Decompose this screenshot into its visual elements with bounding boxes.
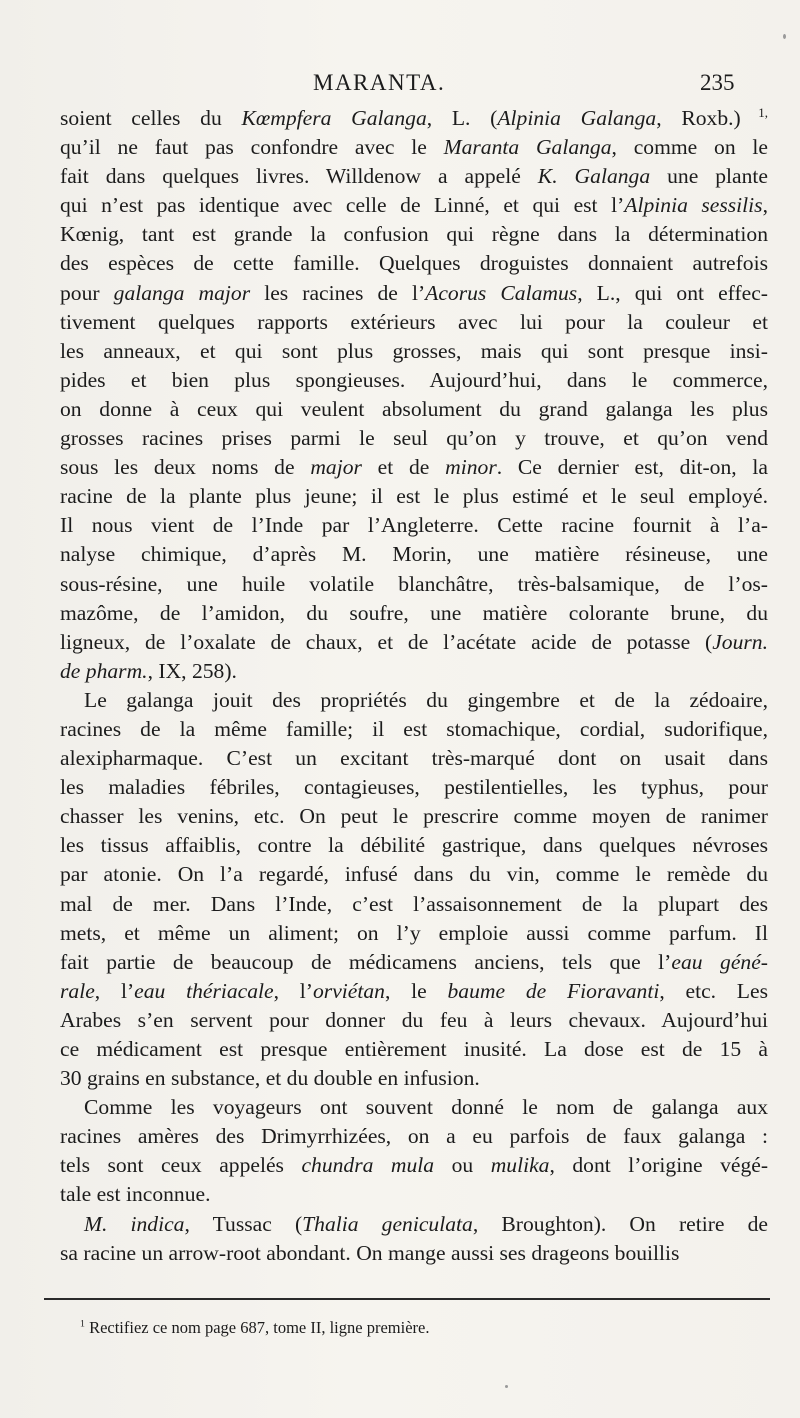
text-line: par atonie. On l’a regardé, infusé dans du vin, comme le remède du [60, 862, 768, 887]
text-line: grosses racines prises parmi le seul qu’on y trouve, et qu’on vend [60, 426, 768, 451]
footnote-text: Rectifiez ce nom page 687, tome II, ligne première. [89, 1318, 430, 1337]
body-text [60, 104, 768, 1268]
text-line: racines de la même famille; il est stomachique, cordial, sudorifique, [60, 716, 768, 741]
text-line: Arabes s’en servent pour donner du feu à leurs chevaux. Aujourd’hui [60, 1007, 768, 1032]
footnote-reference: 1, [740, 104, 768, 120]
text-line: mal de mer. Dans l’Inde, c’est l’assaisonnement de la plupart des [60, 891, 768, 916]
text-line: tale est inconnue. [60, 1182, 211, 1207]
text-line: mazôme, de l’amidon, du soufre, une matière colorante brune, du [60, 600, 768, 625]
text-line: sous-résine, une huile volatile blanchâtre, très-balsamique, de l’os- [60, 571, 768, 596]
text-line: racine de la plante plus jeune; il est le plus estimé et le seul employé. [60, 484, 768, 509]
text-line: chasser les venins, etc. On peut le prescrire comme moyen de ranimer [60, 804, 768, 829]
text-line: Le galanga jouit des propriétés du gingembre et de la zédoaire, [84, 687, 768, 712]
page-number: 235 [700, 70, 735, 95]
page-header [0, 70, 800, 104]
paper-speck [783, 34, 786, 39]
text-line: pour galanga major les racines de l’Acorus Calamus, L., qui ont effec- [60, 280, 768, 305]
text-line: M. indica, Tussac (Thalia geniculata, Broughton). On retire de [84, 1211, 769, 1236]
text-line: sa racine un arrow-root abondant. On mange aussi ses drageons bouillis [60, 1240, 680, 1265]
text-line: Kœnig, tant est grande la confusion qui règne dans la détermination [60, 222, 768, 247]
footnote-marker: 1 [80, 1318, 85, 1330]
text-line: nalyse chimique, d’après M. Morin, une matière résineuse, une [60, 542, 768, 567]
text-line: tivement quelques rapports extérieurs avec lui pour la couleur et [60, 309, 768, 334]
text-line: Il nous vient de l’Inde par l’Angleterre. Cette racine fournit à l’a- [60, 513, 768, 538]
text-line: rale, l’eau thériacale, l’orviétan, le baume de Fioravanti, etc. Les [60, 978, 768, 1003]
text-line: 30 grains en substance, et du double en infusion. [60, 1066, 480, 1091]
text-line: fait dans quelques livres. Willdenow a appelé K. Galanga une plante [60, 164, 768, 189]
text-line: on donne à ceux qui veulent absolument du grand galanga les plus [60, 396, 768, 421]
text-line: ce médicament est presque entièrement inusité. La dose est de 15 à [60, 1037, 768, 1061]
running-title: MARANTA. [313, 70, 446, 95]
text-line: les anneaux, et qui sont plus grosses, mais qui sont presque insi- [60, 338, 768, 363]
paper-speck [505, 1385, 508, 1388]
text-line: ligneux, de l’oxalate de chaux, et de l’acétate acide de potasse (Journ. [60, 629, 768, 654]
text-line: les maladies fébriles, contagieuses, pestilentielles, les typhus, pour [60, 775, 768, 800]
text-line: qu’il ne faut pas confondre avec le Maranta Galanga, comme on le [60, 135, 768, 160]
text-line: Comme les voyageurs ont souvent donné le nom de galanga aux [84, 1095, 768, 1120]
text-line: tels sont ceux appelés chundra mula ou mulika, dont l’origine végé- [60, 1153, 769, 1178]
text-line: de pharm., IX, 258). [60, 658, 237, 683]
text-line: mets, et même un aliment; on l’y emploie aussi comme parfum. Il [60, 920, 768, 945]
text-line: racines amères des Drimyrrhizées, on a eu parfois de faux galanga : [60, 1124, 768, 1149]
footnote [80, 1317, 720, 1339]
text-line: fait partie de beaucoup de médicamens anciens, tels que l’eau géné- [60, 949, 768, 974]
text-line: sous les deux noms de major et de minor. Ce dernier est, dit-on, la [60, 455, 768, 480]
text-line: les tissus affaiblis, contre la débilité gastrique, dans quelques névroses [60, 833, 768, 858]
footnote-rule [44, 1298, 770, 1300]
text-line: soient celles du Kœmpfera Galanga, L. (Alpinia Galanga, Roxb.) $^{1,}$ [60, 104, 768, 130]
text-line: alexipharmaque. C’est un excitant très-marqué dont on usait dans [60, 746, 768, 771]
text-line: des espèces de cette famille. Quelques droguistes donnaient autrefois [60, 251, 768, 276]
text-line: pides et bien plus spongieuses. Aujourd’hui, dans le commerce, [60, 367, 768, 392]
text-line: qui n’est pas identique avec celle de Linné, et qui est l’Alpinia sessilis, [60, 193, 768, 218]
